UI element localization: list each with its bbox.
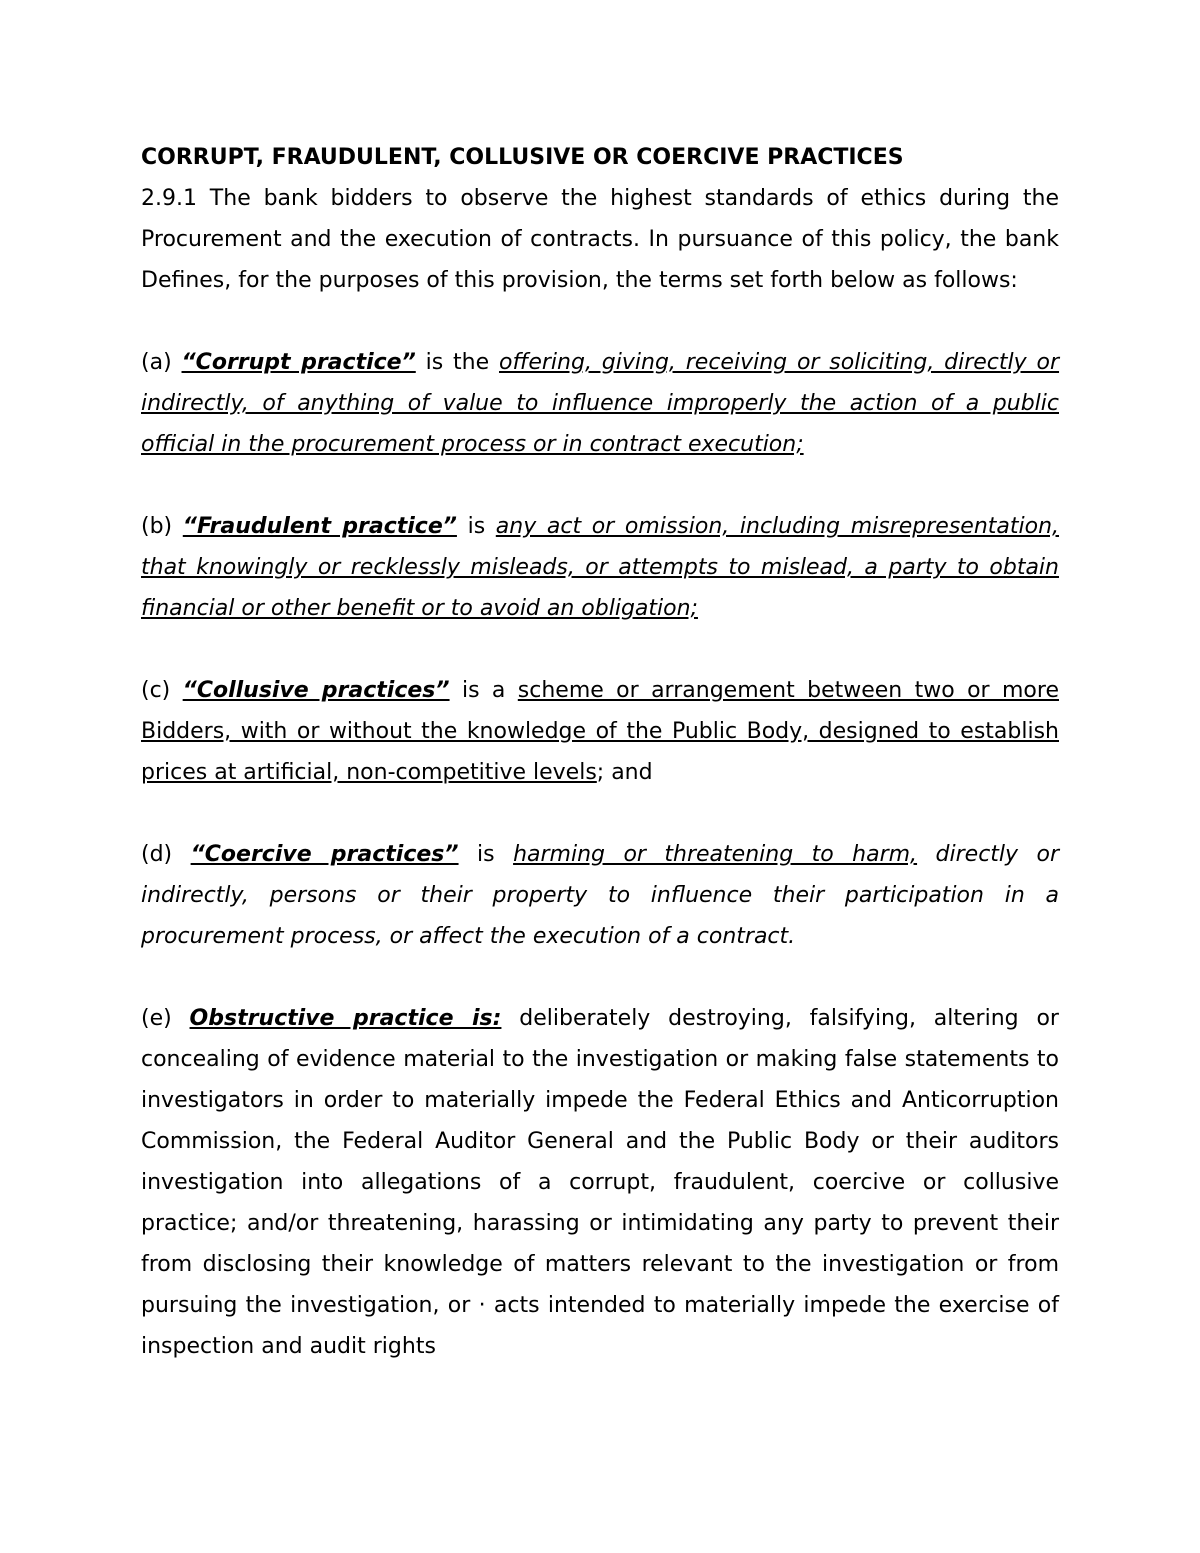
document-page (141, 137, 1059, 1367)
definition-coercive (141, 834, 1059, 957)
definition-text: offering, giving, receiving or soliciting, directly or indirectly, of anything of value to influence improperly the action of a public official in the procurement process or in contract execution; (141, 350, 1060, 457)
definition-tail: ; and (596, 760, 653, 785)
connector-text: is a (461, 678, 506, 703)
intro-paragraph: 2.9.1 The bank bidders to observe the highest standards of ethics during the Procurement and the execution of contracts. In pursuance of this policy, the bank Defines, for the purposes of this provision, the terms set forth below as follows: (141, 186, 1059, 293)
term-corrupt-practice: “Corrupt practice” (181, 350, 416, 375)
section-heading: CORRUPT, FRAUDULENT, COLLUSIVE OR COERCIVE PRACTICES (141, 145, 904, 170)
definition-fraudulent (141, 506, 1059, 629)
definition-corrupt (141, 342, 1059, 465)
item-label: (d) (141, 842, 173, 867)
term-fraudulent-practice: “Fraudulent practice” (182, 514, 457, 539)
connector-text: is (477, 842, 495, 867)
term-obstructive-practice: Obstructive practice is: (189, 1006, 502, 1031)
definition-collusive (141, 670, 1059, 793)
connector-text: is (467, 514, 486, 539)
term-coercive-practices: “Coercive practices” (190, 842, 459, 867)
item-label: (a) (141, 350, 172, 375)
item-label: (b) (141, 514, 173, 539)
definition-obstructive (141, 998, 1059, 1367)
item-label: (e) (141, 1006, 172, 1031)
connector-text: is the (425, 350, 490, 375)
definition-text: deliberately destroying, falsifying, altering or concealing of evidence material to the investigation or making false statements to investigators in order to materially impede the Federal Ethics and Anticorruption Commission, the Federal Auditor General and the Public Body or their auditors investigation into allegations of a corrupt, fraudulent, coercive or collusive practice; and/or threatening, harassing or intimidating any party to prevent their from disclosing their knowledge of matters relevant to the investigation or from pursuing the investigation, or · acts intended to materially impede the exercise of inspection and audit rights (141, 1006, 1059, 1359)
definition-text: any act or omission, including misrepresentation, that knowingly or recklessly misleads, or attempts to mislead, a party to obtain financial or other benefit or to avoid an obligation; (141, 514, 1060, 621)
term-collusive-practices: “Collusive practices” (182, 678, 450, 703)
definition-text: scheme or arrangement between two or more Bidders, with or without the knowledge of the Public Body, designed to establish prices at artificial, non-competitive levels (141, 678, 1059, 785)
definition-text: harming or threatening to harm, (513, 842, 918, 867)
definition-tail: directly or indirectly, persons or their property to influence their participation in a procurement process, or affect the execution of a contract. (141, 842, 1060, 949)
item-label: (c) (141, 678, 171, 703)
